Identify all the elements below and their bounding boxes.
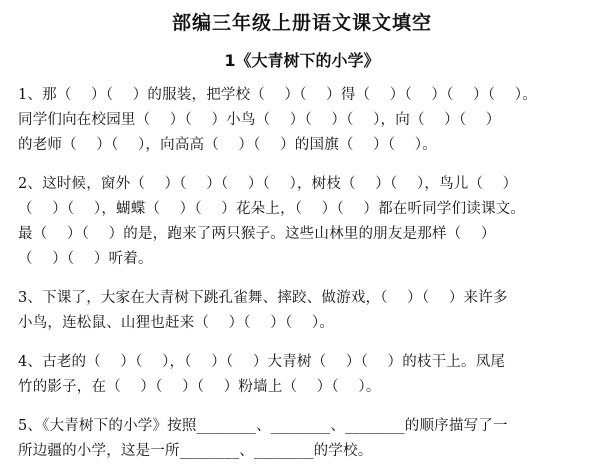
question-line: 的老师（ ）（ ），向高高（ ）（ ）的国旗（ ）（ ）。 [18,137,437,153]
question-line: 3、下课了，大家在大青树下跳孔雀舞、摔跤、做游戏，（ ）（ ）来许多 [18,290,508,306]
question-5 [18,414,586,464]
question-2 [18,172,586,272]
question-line: 同学们向在校园里（ ）（ ）小鸟（ ）（ ）（ ），向（ ）（ ） [18,112,501,128]
question-line: 小鸟，连松鼠、山狸也赶来（ ）（ ）（ ）。 [18,315,335,331]
question-line: 5、《大青树下的小学》按照________、________、________的顺序描写了一 [18,418,508,434]
question-list [18,83,586,464]
question-line: 2、这时候，窗外（ ）（ ）（ ）（ ），树枝（ ）（ ），鸟儿（ ） [18,176,518,192]
question-line: （ ）（ ）听着。 [18,251,153,267]
question-line: 1、那（ ）（ ）的服装，把学校（ ）（ ）得（ ）（ ）（ ）（ ）。 [18,87,537,103]
question-line: 最（ ）（ ）的是，跑来了两只猴子。这些山林里的朋友是那样（ ） [18,226,496,242]
question-line: 所边疆的小学，这是一所________、________的学校。 [18,443,373,459]
question-4 [18,350,586,400]
question-line: （ ）（ ），蝴蝶（ ）（ ）花朵上，（ ）（ ）都在听同学们读课文。 [18,201,526,217]
question-1 [18,83,586,158]
lesson-title: 1《大青树下的小学》 [224,51,380,70]
question-line: 竹的影子，在（ ）（ ）（ ）粉墙上（ ）（ ）。 [18,379,381,395]
worksheet-title: 部编三年级上册语文课文填空 [171,12,432,34]
question-3 [18,286,586,336]
question-line: 4、古老的（ ）（ ），（ ）（ ）大青树（ ）（ ）的枝干上。凤尾 [18,354,506,370]
